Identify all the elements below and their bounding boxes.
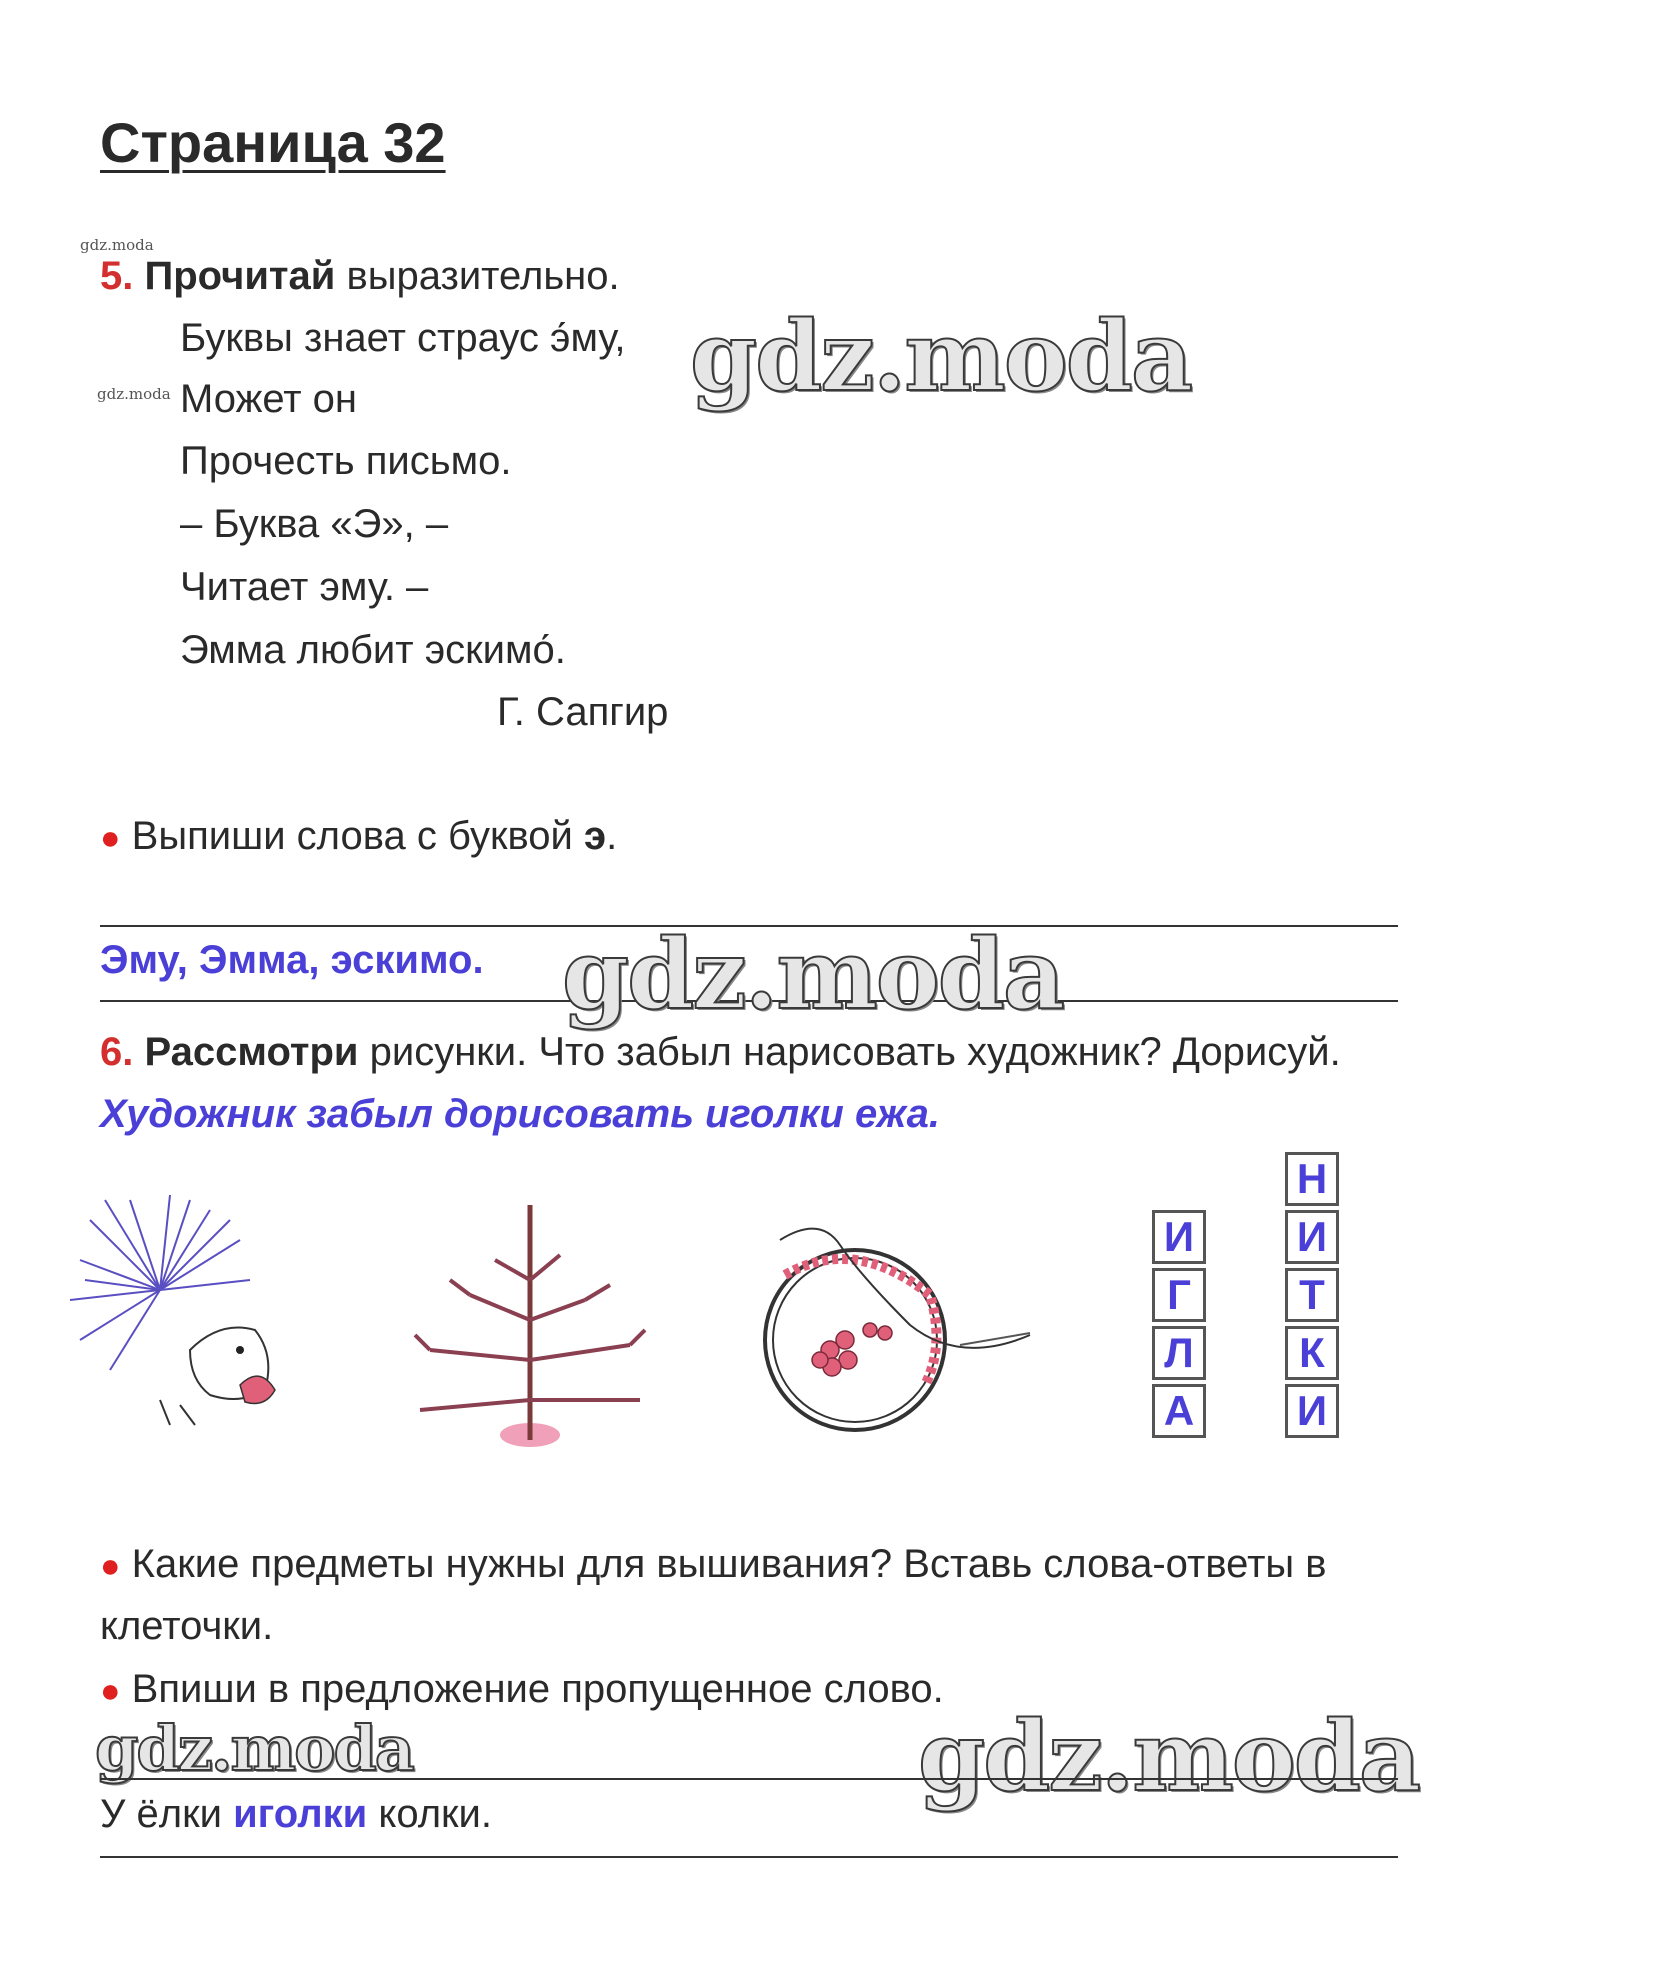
exercise6-number: 6. bbox=[100, 1030, 134, 1074]
hedgehog-legs bbox=[160, 1400, 195, 1425]
sentence-end: колки. bbox=[367, 1792, 492, 1836]
cell[interactable]: Н bbox=[1285, 1152, 1339, 1206]
poem-line-1: Буквы знает страус э́му, bbox=[180, 316, 626, 360]
exercise5-instruction-rest: выразительно. bbox=[335, 254, 620, 298]
cell[interactable]: Т bbox=[1285, 1268, 1339, 1322]
poem-line-6: Эмма любит эскимо́. bbox=[180, 628, 566, 672]
exercise6-heading bbox=[100, 1028, 1341, 1076]
answer-line-3 bbox=[100, 1778, 1398, 1780]
exercise6-task2 bbox=[100, 1665, 944, 1715]
exercise6-task2-text: Впиши в предложение пропущенное слово. bbox=[131, 1667, 944, 1711]
bullet-icon: ● bbox=[100, 1547, 121, 1585]
exercise5-task bbox=[100, 812, 617, 862]
watermark-big-1: gdz.moda bbox=[690, 300, 1192, 413]
exercise5-instruction-bold: Прочитай bbox=[144, 254, 336, 298]
answer-line-4 bbox=[100, 1856, 1398, 1858]
thread bbox=[780, 1229, 1030, 1348]
page-title: Страница 32 bbox=[100, 111, 446, 174]
watermark-big-4: gdz.moda bbox=[918, 1700, 1420, 1813]
watermark-small-2: gdz.moda bbox=[97, 385, 171, 403]
cell[interactable]: И bbox=[1152, 1210, 1206, 1264]
hoop-outer bbox=[765, 1250, 945, 1430]
poem-line-4: – Буква «Э», – bbox=[180, 502, 449, 546]
watermark-big-3: gdz.moda bbox=[95, 1712, 413, 1785]
exercise6-answer: Художник забыл дорисовать иголки ежа. bbox=[100, 1092, 940, 1136]
exercise6-task1-text: Какие предметы нужны для вышивания? Вставь слова-ответы в bbox=[131, 1542, 1327, 1586]
cell[interactable]: А bbox=[1152, 1384, 1206, 1438]
sentence-answer: иголки bbox=[233, 1792, 368, 1836]
hoop-flower bbox=[812, 1323, 892, 1376]
poem-line-2: Может он bbox=[180, 377, 358, 421]
exercise5-task-text: Выпиши слова с буквой bbox=[131, 814, 584, 858]
cell[interactable]: И bbox=[1285, 1210, 1339, 1264]
exercise5-task-end: . bbox=[606, 814, 618, 858]
exercise6-sentence bbox=[100, 1790, 492, 1838]
cell[interactable]: К bbox=[1285, 1326, 1339, 1380]
cell[interactable]: И bbox=[1285, 1384, 1339, 1438]
hedgehog-nose bbox=[240, 1376, 275, 1403]
poem-line-5: Читает эму. – bbox=[180, 565, 429, 609]
poem-line-3: Прочесть письмо. bbox=[180, 439, 512, 483]
fir-tree-picture bbox=[410, 1200, 650, 1460]
exercise5-heading bbox=[100, 252, 620, 300]
exercise6-task1-line2: клеточки. bbox=[100, 1604, 274, 1648]
exercise6-task1-line1 bbox=[100, 1540, 1327, 1590]
watermark-small-1: gdz.moda bbox=[80, 236, 154, 254]
bullet-icon: ● bbox=[100, 819, 121, 857]
embroidery-hoop-picture bbox=[760, 1215, 1040, 1465]
poem-author: Г. Сапгир bbox=[497, 690, 669, 734]
exercise6-instruction-rest: рисунки. Что забыл нарисовать художник? Дорисуй. bbox=[358, 1030, 1341, 1074]
exercise5-task-letter: э bbox=[584, 814, 607, 858]
hoop-embroidery-border bbox=[785, 1259, 936, 1385]
cell[interactable]: Л bbox=[1152, 1326, 1206, 1380]
sentence-start: У ёлки bbox=[100, 1792, 234, 1836]
bullet-icon: ● bbox=[100, 1672, 121, 1710]
hedgehog-picture bbox=[70, 1180, 290, 1440]
cell[interactable]: Г bbox=[1152, 1268, 1206, 1322]
hedgehog-eye bbox=[236, 1346, 244, 1354]
exercise6-instruction-bold: Рассмотри bbox=[144, 1030, 359, 1074]
exercise5-number: 5. bbox=[100, 254, 134, 298]
exercise5-answer: Эму, Эмма, эскимо. bbox=[100, 938, 484, 982]
watermark-big-2: gdz.moda bbox=[562, 918, 1064, 1031]
